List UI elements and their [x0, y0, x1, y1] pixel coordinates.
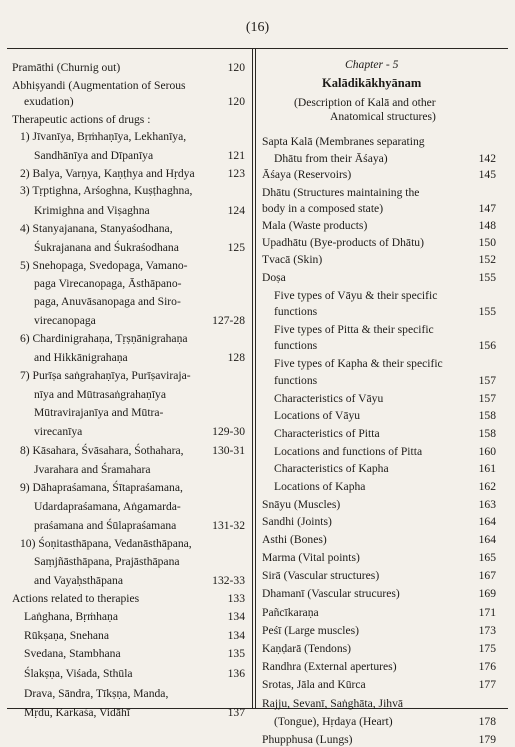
- right-entry-text: functions: [274, 374, 318, 387]
- right-entry-page: 152: [478, 253, 496, 266]
- left-entry-page: 123: [227, 167, 245, 180]
- left-entry-text: praśamana and Śūlapraśamana: [34, 519, 177, 532]
- left-entry-text: Mṛdu, Karkaśa, Vidāhī: [24, 706, 130, 719]
- right-entry-page: 164: [478, 533, 496, 546]
- left-entry-page: 134: [227, 610, 245, 623]
- right-entry-text: Sapta Kalā (Membranes separating: [262, 135, 425, 148]
- right-entry-text: Asthi (Bones): [262, 533, 327, 546]
- right-entry-text: Dhātu from their Āśaya): [274, 152, 388, 165]
- right-entry-page: 156: [478, 339, 496, 352]
- right-entry-page: 173: [478, 624, 496, 637]
- left-entry-text: nīya and Mūtrasaṅgrahaṇīya: [34, 388, 166, 401]
- left-entry-text: Pramāthi (Churnig out): [12, 61, 121, 74]
- chapter-label: Chapter - 5: [345, 58, 399, 71]
- right-entry-page: 165: [478, 551, 496, 564]
- left-entry-text: virecanīya: [34, 425, 83, 438]
- right-entry-text: Sirā (Vascular structures): [262, 569, 380, 582]
- left-entry-page: 135: [227, 647, 245, 660]
- left-entry-page: 129-30: [212, 425, 245, 438]
- right-entry-text: Srotas, Jāla and Kūrca: [262, 678, 366, 691]
- left-entry-text: 6) Chardinigrahaṇa, Tṛṣṇānigrahaṇa: [20, 332, 188, 345]
- right-entry-text: functions: [274, 339, 318, 352]
- right-entry-text: Locations and functions of Pitta: [274, 445, 423, 458]
- left-entry-text: 2) Balya, Varṇya, Kaṇṭhya and Hṛdya: [20, 167, 195, 180]
- left-entry-page: 127-28: [212, 314, 245, 327]
- page-number: (16): [245, 20, 270, 35]
- left-entry-page: 120: [227, 95, 245, 108]
- left-entry-text: Jvarahara and Śramahara: [34, 463, 151, 476]
- right-entry-page: 164: [478, 515, 496, 528]
- right-entry-text: Randhra (External apertures): [262, 660, 397, 673]
- left-entry-text: 10) Śoṇitasthāpana, Vedanāsthāpana,: [20, 537, 192, 550]
- left-entry-text: 8) Kāsahara, Śvāsahara, Śothahara,: [20, 444, 184, 457]
- left-entry-text: 7) Purīṣa saṅgrahaṇīya, Purīṣaviraja-: [20, 369, 191, 382]
- left-entry-text: exudation): [24, 95, 74, 108]
- right-entry-text: Rajju, Sevanī, Saṅghāta, Jihvā: [262, 697, 404, 710]
- right-entry-text: Five types of Kapha & their specific: [274, 357, 443, 370]
- right-entry-page: 157: [478, 392, 496, 405]
- right-entry-text: Sandhi (Joints): [262, 515, 332, 528]
- right-entry-text: Pañcīkaraṇa: [262, 606, 319, 619]
- right-entry-page: 157: [478, 374, 496, 387]
- right-entry-text: Mala (Waste products): [262, 219, 368, 232]
- right-entry-page: 161: [478, 462, 496, 475]
- right-entry-page: 163: [478, 498, 496, 511]
- right-entry-page: 177: [478, 678, 496, 691]
- left-entry-text: Svedana, Stambhana: [24, 647, 121, 660]
- left-entry-text: paga, Anuvāsanopaga and Siro-: [34, 295, 181, 308]
- right-entry-text: Dhātu (Structures maintaining the: [262, 186, 420, 199]
- right-entry-page: 150: [478, 236, 496, 249]
- right-entry-text: Upadhātu (Bye-products of Dhātu): [262, 236, 424, 249]
- right-entry-page: 145: [478, 168, 496, 181]
- right-entry-text: Snāyu (Muscles): [262, 498, 341, 511]
- left-entry-page: 121: [227, 149, 245, 162]
- left-entry-page: 137: [227, 706, 245, 719]
- right-entry-page: 160: [478, 445, 496, 458]
- left-entry-text: Udardapraśamana, Aṅgamarda-: [34, 500, 181, 513]
- right-entry-text: Āśaya (Reservoirs): [262, 168, 352, 181]
- right-entry-page: 155: [478, 271, 496, 284]
- left-entry-text: Mūtravirajanīya and Mūtra-: [34, 406, 164, 419]
- left-entry-text: Ślakṣṇa, Viśada, Sthūla: [24, 667, 133, 680]
- left-entry-text: Abhiṣyandi (Augmentation of Serous: [12, 79, 186, 92]
- left-entry-page: 120: [227, 61, 245, 74]
- right-entry-text: Dhamanī (Vascular strucures): [262, 587, 400, 600]
- left-entry-text: 9) Dāhapraśamana, Śītapraśamana,: [20, 481, 183, 494]
- right-entry-text: Tvacā (Skin): [262, 253, 323, 266]
- right-entry-page: 155: [478, 305, 496, 318]
- left-entry-text: Actions related to therapies: [12, 592, 140, 605]
- right-entry-text: Locations of Vāyu: [274, 409, 361, 422]
- right-entry-page: 178: [478, 715, 496, 728]
- left-entry-text: 3) Tṛptighna, Arśoghna, Kuṣṭhaghna,: [20, 184, 193, 197]
- left-entry-page: 136: [227, 667, 245, 680]
- left-entry-text: virecanopaga: [34, 314, 96, 327]
- right-entry-page: 167: [478, 569, 496, 582]
- right-entry-page: 175: [478, 642, 496, 655]
- right-entry-page: 148: [478, 219, 496, 232]
- left-entry-page: 128: [227, 351, 245, 364]
- right-entry-text: Peśī (Large muscles): [262, 624, 360, 637]
- right-entry-page: 158: [478, 409, 496, 422]
- right-entry-text: Phupphusa (Lungs): [262, 733, 353, 746]
- left-entry-text: 4) Stanyajanana, Stanyaśodhana,: [20, 222, 173, 235]
- right-entry-page: 142: [478, 152, 496, 165]
- left-entry-page: 132-33: [212, 574, 245, 587]
- left-entry-text: 5) Snehopaga, Svedopaga, Vamano-: [20, 259, 188, 272]
- left-entry-page: 134: [227, 629, 245, 642]
- left-entry-text: 1) Jīvanīya, Bṛṁhaṇīya, Lekhanīya,: [20, 130, 187, 143]
- chapter-title: Kalādikākhyānam: [322, 76, 422, 90]
- left-entry-text: Rūkṣaṇa, Snehana: [24, 629, 110, 642]
- right-entry-text: (Tongue), Hṛdaya (Heart): [274, 715, 393, 728]
- left-entry-page: 131-32: [212, 519, 245, 532]
- left-entry-text: Therapeutic actions of drugs :: [12, 113, 151, 126]
- left-entry-text: Laṅghana, Bṛṁhaṇa: [24, 610, 119, 623]
- left-entry-text: Drava, Sāndra, Tīkṣṇa, Manda,: [24, 687, 169, 700]
- right-entry-page: 147: [478, 202, 496, 215]
- right-entry-page: 158: [478, 427, 496, 440]
- left-entry-text: Śukrajanana and Śukraśodhana: [34, 241, 179, 254]
- left-entry-page: 133: [227, 592, 245, 605]
- left-entry-page: 125: [227, 241, 245, 254]
- right-entry-page: 169: [478, 587, 496, 600]
- right-entry-page: 176: [478, 660, 496, 673]
- right-entry-page: 162: [478, 480, 496, 493]
- right-entry-text: Marma (Vital points): [262, 551, 360, 564]
- right-entry-page: 171: [478, 606, 496, 619]
- right-entry-text: Five types of Vāyu & their specific: [274, 289, 438, 302]
- right-entry-page: 179: [478, 733, 496, 746]
- left-entry-text: Sandhānīya and Dīpanīya: [34, 149, 154, 162]
- right-entry-text: Kaṇḍarā (Tendons): [262, 642, 352, 655]
- right-entry-text: functions: [274, 305, 318, 318]
- chapter-subtitle-line1: (Description of Kalā and other: [294, 96, 436, 109]
- right-entry-text: body in a composed state): [262, 202, 384, 215]
- right-entry-text: Characteristics of Kapha: [274, 462, 389, 475]
- left-entry-text: Krimighna and Viṣaghna: [34, 204, 150, 217]
- left-entry-text: and Vayaḥsthāpana: [34, 574, 123, 587]
- right-entry-text: Characteristics of Vāyu: [274, 392, 384, 405]
- left-entry-text: paga Virecanopaga, Āsthāpano-: [34, 277, 182, 290]
- right-entry-text: Locations of Kapha: [274, 480, 366, 493]
- right-entry-text: Doṣa: [262, 271, 286, 284]
- left-entry-text: and Hikkānigrahaṇa: [34, 351, 128, 364]
- left-entry-page: 130-31: [212, 444, 245, 457]
- chapter-subtitle-line2: Anatomical structures): [330, 110, 436, 123]
- right-entry-text: Characteristics of Pitta: [274, 427, 380, 440]
- left-entry-page: 124: [227, 204, 245, 217]
- right-entry-text: Five types of Pitta & their specific: [274, 323, 434, 336]
- left-entry-text: Saṃjñāsthāpana, Prajāsthāpana: [34, 555, 180, 568]
